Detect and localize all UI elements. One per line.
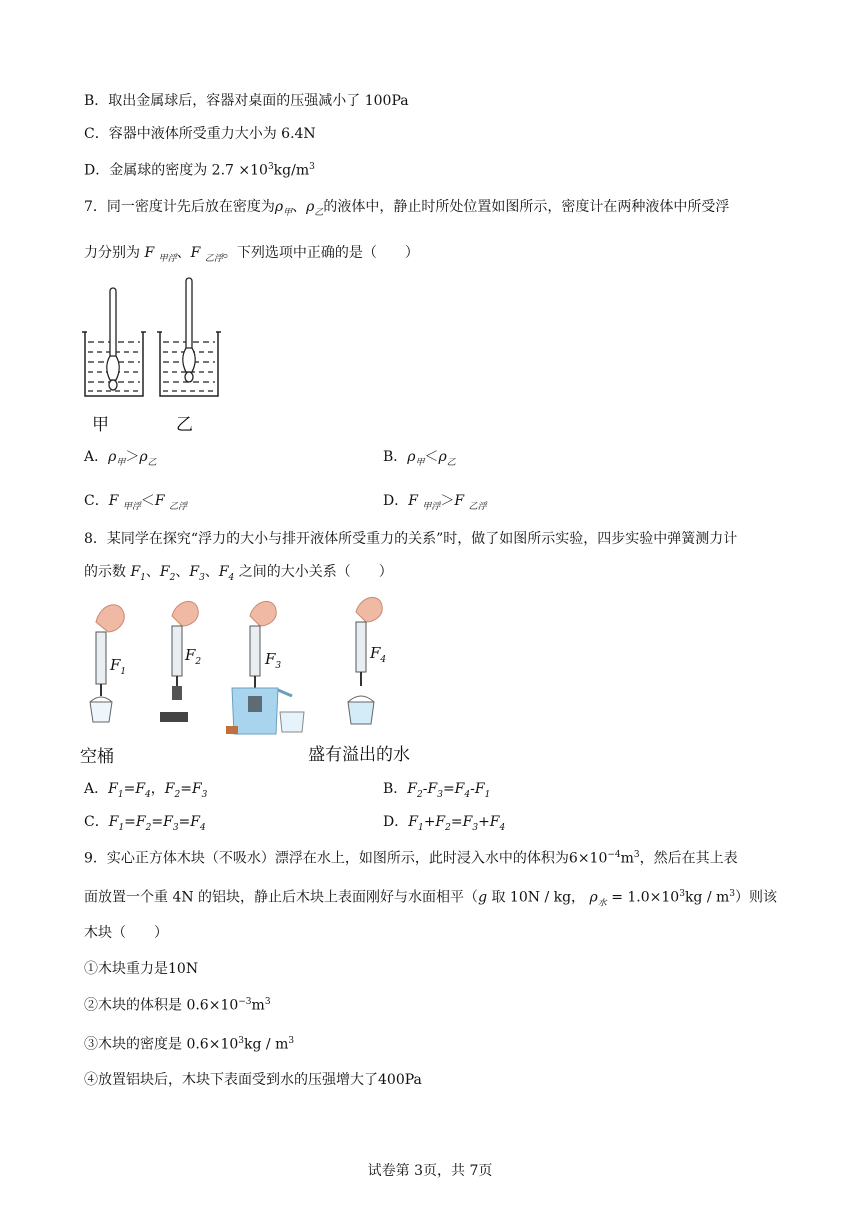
q8-stem-line2: 的示数 $F_1$、$F_2$、$F_3$、$F_4$ 之间的大小关系（ ）	[84, 564, 393, 583]
q8-option-b: B．$F_2-F_3=F_4-F_1$	[383, 781, 491, 800]
label-f3: $F_3$	[265, 650, 282, 671]
label-f1: $F_1$	[110, 656, 127, 677]
q7-option-c: C．F $_{甲浮}$＜F $_{乙浮}$	[84, 493, 188, 512]
q8-option-d: D．$F_1+F_2=F_3+F_4$	[383, 814, 506, 833]
q9-statement-2: ②木块的体积是 $0.6\times 10^{-3}m^3$	[84, 997, 271, 1014]
q6-option-c: C．容器中液体所受重力大小为 6.4N	[84, 126, 316, 142]
q8-stem-line1: 8．某同学在探究“浮力的大小与排开液体所受重力的关系”时，做了如图所示实验，四步实验中弹簧测力计	[84, 531, 738, 547]
hydrometer-figure	[80, 276, 230, 432]
hydrometer-yi	[183, 278, 195, 382]
label-jia: 甲	[92, 415, 109, 435]
q6-option-d: D．金属球的密度为 $2.7 \times 10^3kg/m^3$	[84, 162, 315, 179]
caption-empty-bucket: 空桶	[80, 747, 114, 767]
label-f2: $F_2$	[185, 646, 202, 667]
q9-stem-line1: 9．实心正方体木块（不吸水）漂浮在水上，如图所示，此时浸入水中的体积为$6\times 10^{-4}m^3$，然后在其上表	[84, 850, 738, 867]
spring-scale-figure	[80, 592, 400, 740]
q9-stem-line3: 木块（ ）	[84, 925, 168, 941]
q9-statement-4: ④放置铝块后，木块下表面受到水的压强增大了400Pa	[84, 1072, 422, 1088]
label-f4: $F_4$	[370, 644, 387, 665]
label-yi: 乙	[176, 415, 193, 435]
hydrometer-jia	[107, 288, 119, 390]
q7-option-d: D．F $_{甲浮}$＞F $_{乙浮}$	[383, 493, 487, 512]
q9-stem-line2: 面放置一个重 4N 的铝块，静止后木块上表面刚好与水面相平（g 取 10N / kg， $\rho_水 = 1.0\times 10^3kg / m^3$）则该	[84, 889, 778, 909]
q7-stem-line2: 力分别为 F $_{甲浮}$、F $_{乙浮}$。下列选项中正确的是（ ）	[84, 245, 419, 264]
q9-statement-1: ①木块重力是10N	[84, 961, 199, 977]
q7-option-b: B．$\rho_甲<\rho_乙$	[383, 449, 456, 468]
q8-option-a: A．$F_1=F_4$，$F_2=F_3$	[84, 781, 208, 800]
q6-option-b: B．取出金属球后，容器对桌面的压强减小了 100Pa	[84, 93, 409, 109]
q9-statement-3: ③木块的密度是 $0.6\times 10^3kg / m^3$	[84, 1036, 295, 1053]
caption-overflow-water: 盛有溢出的水	[308, 745, 410, 765]
q8-option-c: C．$F_1=F_2=F_3=F_4$	[84, 814, 206, 833]
page-footer: 试卷第 3页，共 7页	[367, 1163, 493, 1179]
q7-option-a: A．$\rho_甲>\rho_乙$	[84, 449, 157, 468]
q7-stem-line1: 7．同一密度计先后放在密度为$\rho_甲$、$\rho_乙$的液体中，静止时所处位置如图所示，密度计在两种液体中所受浮	[84, 199, 730, 218]
